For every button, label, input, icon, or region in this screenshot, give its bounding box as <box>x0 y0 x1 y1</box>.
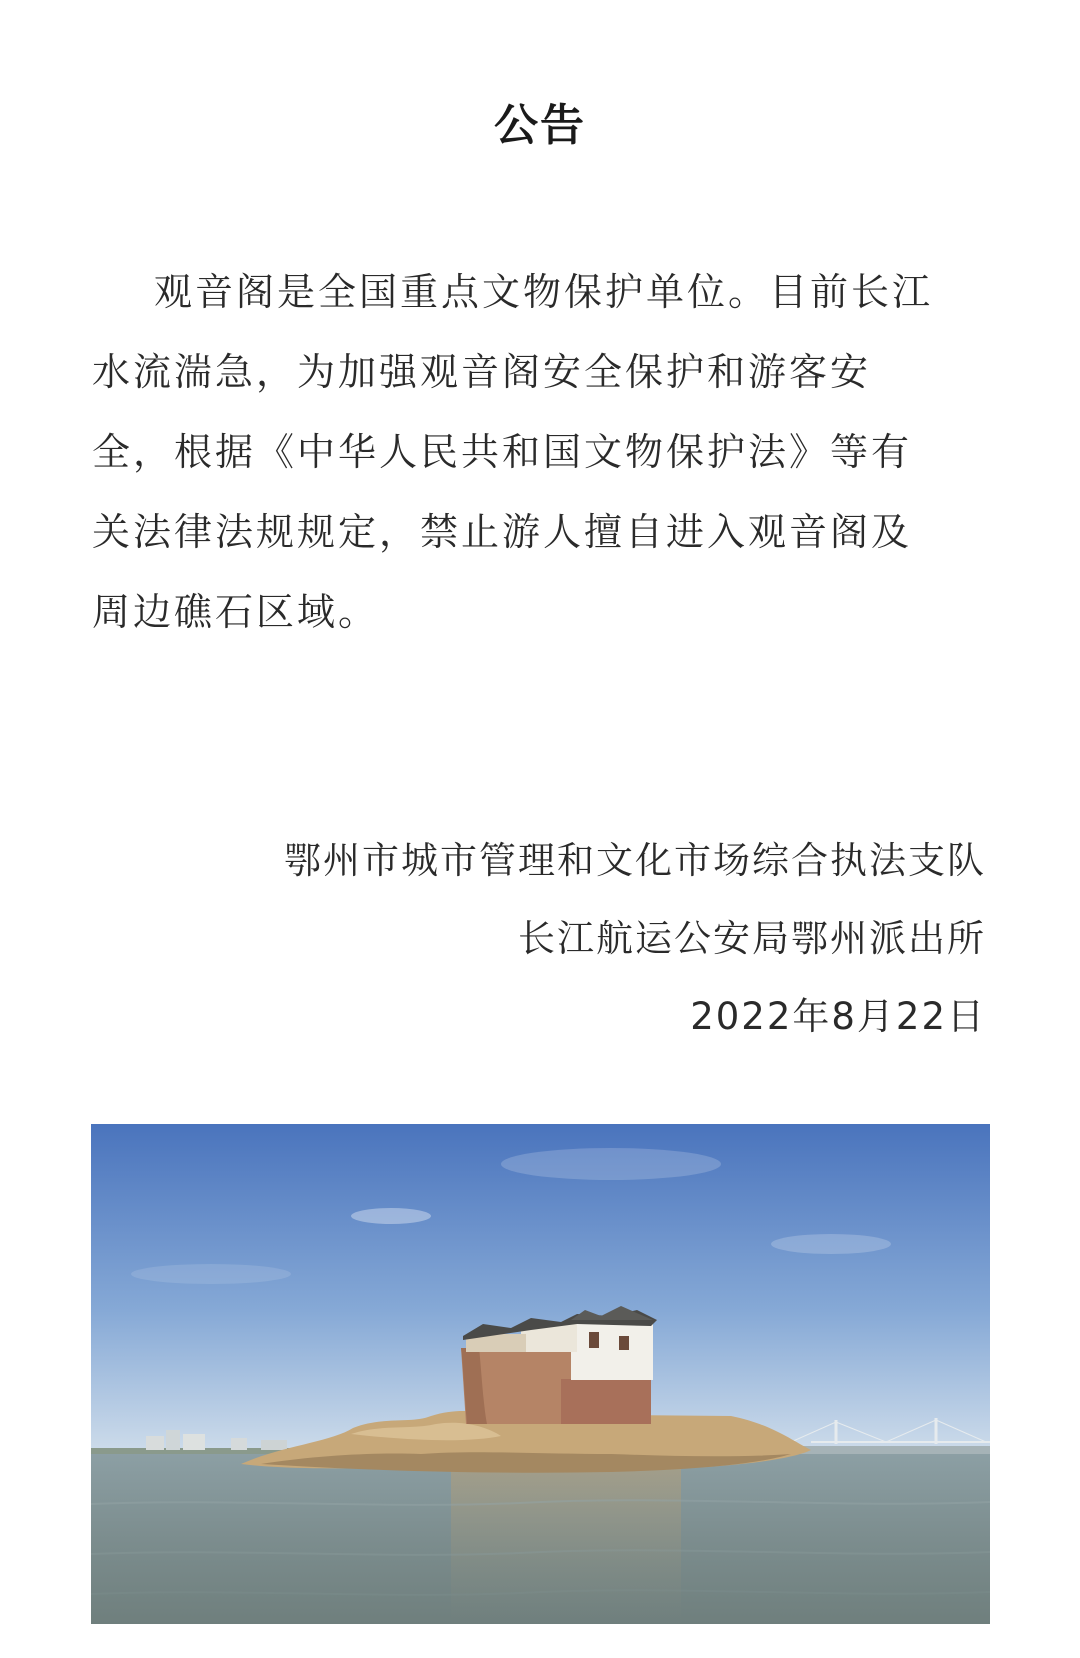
issuer-name: 长江航运公安局鄂州派出所 <box>518 917 986 960</box>
far-building <box>183 1434 205 1450</box>
pavilion-window <box>589 1332 599 1348</box>
body-line: 水流湍急，为加强观音阁安全保护和游客安 <box>92 350 872 394</box>
signature-block <box>284 822 986 1056</box>
body-line: 观音阁是全国重点文物保护单位。目前长江 <box>154 270 934 314</box>
far-building <box>261 1440 287 1450</box>
pavilion-photo <box>91 1124 990 1624</box>
far-building <box>231 1438 247 1450</box>
far-building <box>146 1436 164 1450</box>
cloud <box>501 1148 721 1180</box>
cloud <box>131 1264 291 1284</box>
reflection <box>451 1464 681 1624</box>
notice-body <box>92 252 992 652</box>
issuer-name: 鄂州市城市管理和文化市场综合执法支队 <box>284 839 986 882</box>
cloud <box>351 1208 431 1224</box>
body-line: 周边礁石区域。 <box>92 590 380 634</box>
body-line: 关法律法规规定，禁止游人擅自进入观音阁及 <box>92 510 913 554</box>
cloud <box>771 1234 891 1254</box>
pavilion-wall <box>561 1379 651 1424</box>
page-title: 公告 <box>494 100 586 151</box>
pavilion-building <box>571 1320 653 1380</box>
pavilion-window <box>619 1336 629 1350</box>
far-building <box>166 1430 180 1450</box>
issue-date: 2022年8月22日 <box>690 995 986 1038</box>
body-line: 全，根据《中华人民共和国文物保护法》等有 <box>92 430 913 474</box>
